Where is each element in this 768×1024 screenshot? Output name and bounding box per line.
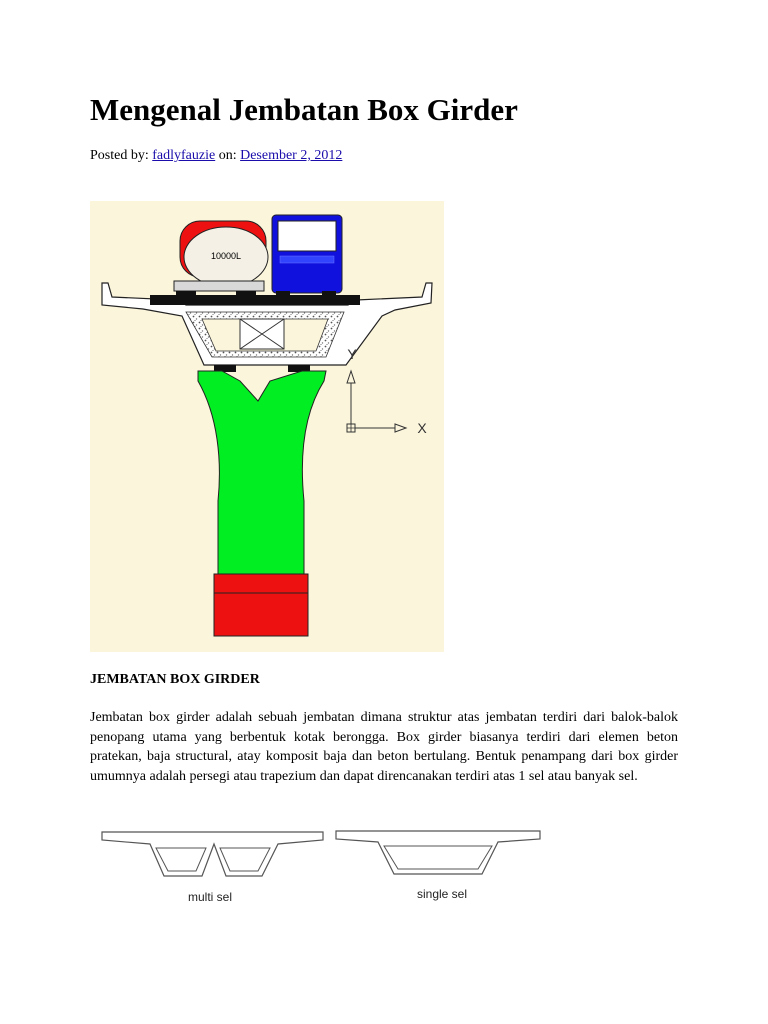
tanker-chassis xyxy=(174,281,264,291)
tank-label: 10000L xyxy=(210,251,242,261)
byline-prefix: Posted by: xyxy=(90,148,149,163)
x-axis-label: X xyxy=(417,420,427,436)
bus-wheel-left xyxy=(276,291,290,299)
cross-section-types-illustration xyxy=(98,824,544,910)
bus-wheel-right xyxy=(322,291,336,299)
bus-sign xyxy=(280,256,334,263)
bus-windshield xyxy=(278,221,336,251)
foundation xyxy=(214,574,308,636)
byline-middle: on: xyxy=(218,148,237,163)
tanker-wheel-left xyxy=(176,291,196,299)
post-byline xyxy=(90,147,342,165)
article-title: Mengenal Jembatan Box Girder xyxy=(90,92,518,127)
box-girder-bridge-illustration xyxy=(90,201,444,652)
section-heading: JEMBATAN BOX GIRDER xyxy=(90,672,260,687)
single-cell-label: single sel xyxy=(416,887,468,901)
single-cell-void xyxy=(384,846,492,869)
tanker-wheel-right xyxy=(236,291,256,299)
multi-cell-section xyxy=(102,832,323,876)
y-axis-label: Y xyxy=(347,346,357,362)
date-link[interactable]: Desember 2, 2012 xyxy=(240,148,343,163)
author-link[interactable]: fadlyfauzie xyxy=(152,148,216,163)
multi-cell-label: multi sel xyxy=(187,890,233,904)
body-paragraph: Jembatan box girder adalah sebuah jembatan dimana struktur atas jembatan terdiri dari balok-balok penopang utama yang berbentuk kotak berongga. Box girder biasanya terdiri dari elemen beton pratekan, baja structural, atay komposit baja dan beton bertulang. Bentuk penampang dari box girder umumnya adalah persegi atau trapezium dan dapat direncanakan terdiri atas 1 sel atau banyak sel. xyxy=(90,710,678,784)
